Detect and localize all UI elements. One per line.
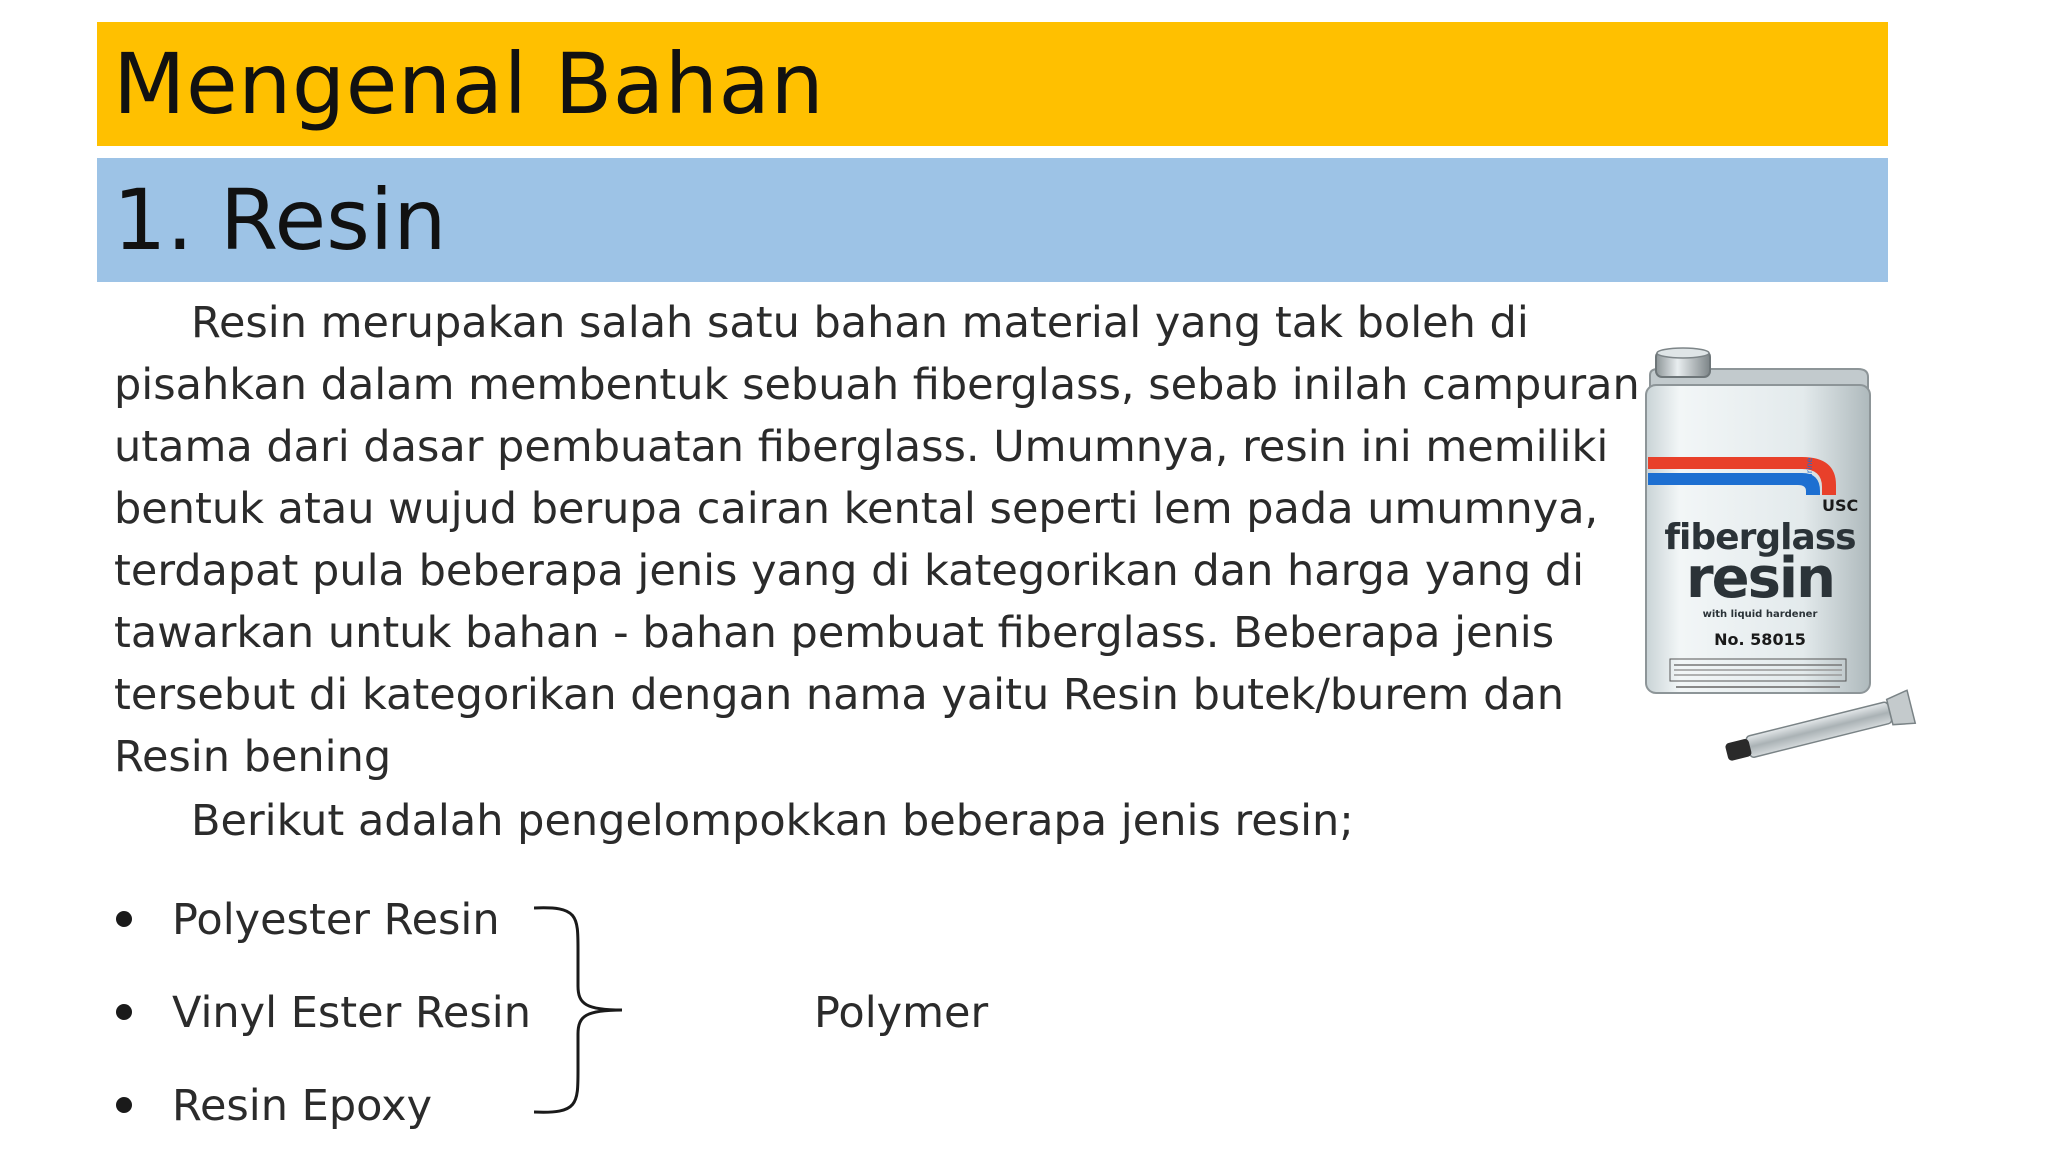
group-label: Polymer bbox=[814, 988, 989, 1038]
can-tagline: with liquid hardener bbox=[1702, 609, 1818, 620]
bullet-icon bbox=[116, 1004, 132, 1020]
bullet-icon bbox=[116, 911, 132, 927]
bullet-icon bbox=[116, 1097, 132, 1113]
list-item-label: Polyester Resin bbox=[172, 895, 500, 945]
can-brand: USC bbox=[1822, 496, 1859, 515]
list-item bbox=[114, 982, 531, 1075]
list-item-label: Resin Epoxy bbox=[172, 1081, 433, 1131]
description-paragraph: Resin merupakan salah satu bahan material yang tak boleh di pisahkan dalam membentuk sebuah fiberglass, sebab inilah campuran utama dari dasar pembuatan fiberglass. Umumnya, resin ini memiliki bentuk atau wujud berupa cairan kental seperti lem pada umumnya, terdapat pula beberapa jenis yang di kategorikan dan harga yang di tawarkan untuk bahan - bahan pembuat fiberglass. Beberapa jenis tersebut di kategorikan dengan nama yaitu Resin butek/burem dan Resin bening bbox=[114, 298, 1640, 782]
can-number: No. 58015 bbox=[1714, 630, 1806, 649]
intro-line: Berikut adalah pengelompokkan beberapa jenis resin; bbox=[191, 796, 1354, 846]
section-title: 1. Resin bbox=[113, 171, 447, 269]
list-item bbox=[114, 889, 531, 982]
page-title: Mengenal Bahan bbox=[113, 35, 825, 133]
list-item-label: Vinyl Ester Resin bbox=[172, 988, 531, 1038]
body-text bbox=[114, 292, 1644, 852]
section-bar bbox=[97, 158, 1888, 282]
curly-brace-icon bbox=[534, 904, 624, 1116]
list-item bbox=[114, 1075, 531, 1168]
can-side-text: Marine bbox=[1805, 457, 1814, 485]
can-name-line2: resin bbox=[1686, 546, 1834, 611]
fiberglass-resin-can-image bbox=[1636, 345, 1954, 765]
can-name-line1: fiberglass bbox=[1664, 517, 1856, 558]
resin-list bbox=[114, 889, 531, 1168]
title-bar bbox=[97, 22, 1888, 146]
